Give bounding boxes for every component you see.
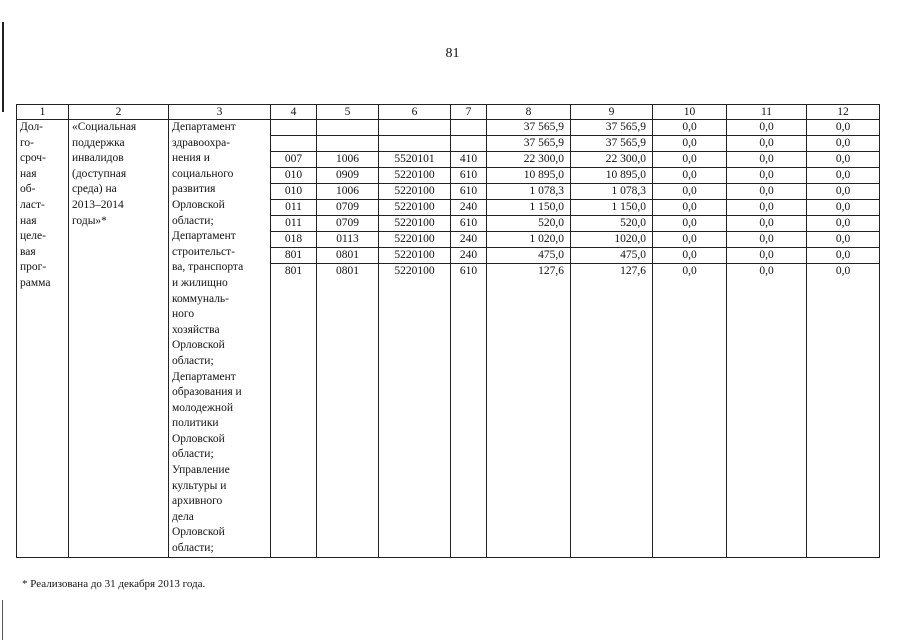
table-cell: 5220100 xyxy=(379,232,451,248)
table-cell: 0,0 xyxy=(727,152,807,168)
text-line: развития xyxy=(172,183,216,196)
text-line: ва, транспорта xyxy=(172,261,244,274)
table-cell: 0,0 xyxy=(653,216,727,232)
text-line: Орловской xyxy=(172,526,225,539)
table-cell: 0,0 xyxy=(807,152,880,168)
text-line: Орловской xyxy=(172,339,225,352)
table-cell: 0,0 xyxy=(727,248,807,264)
table-cell: 610 xyxy=(451,184,487,200)
table-cell xyxy=(379,120,451,136)
text-line: образования и xyxy=(172,386,242,399)
table-cell xyxy=(317,120,379,136)
table-cell: 018 xyxy=(271,232,317,248)
text-line: «Социальная xyxy=(72,121,137,133)
table-cell: 1006 xyxy=(317,184,379,200)
executor-cell xyxy=(169,120,271,558)
text-line: Департамент xyxy=(172,121,236,133)
table-cell xyxy=(451,120,487,136)
table-cell: 0,0 xyxy=(727,184,807,200)
text-line: прог- xyxy=(20,261,47,274)
text-line: ная xyxy=(20,214,37,227)
empty-cell xyxy=(571,279,653,557)
program-name-cell xyxy=(69,120,169,558)
table-cell: 801 xyxy=(271,264,317,280)
table-cell: 0,0 xyxy=(727,168,807,184)
table-cell: 5220100 xyxy=(379,184,451,200)
table-cell: 0,0 xyxy=(807,232,880,248)
empty-cell xyxy=(653,279,727,557)
text-line: Орловской xyxy=(172,432,225,445)
text-line: сроч- xyxy=(20,152,46,165)
program-type-cell xyxy=(17,120,69,558)
table-cell: 0709 xyxy=(317,200,379,216)
empty-cell xyxy=(487,279,571,557)
table-cell xyxy=(271,120,317,136)
table-cell: 1 078,3 xyxy=(571,184,653,200)
table-cell: 5220100 xyxy=(379,200,451,216)
footnote: * Реализована до 31 декабря 2013 года. xyxy=(22,578,206,590)
page-number: 81 xyxy=(445,46,460,61)
empty-cell xyxy=(727,279,807,557)
table-cell: 0801 xyxy=(317,248,379,264)
table-cell xyxy=(271,136,317,152)
table-cell: 0,0 xyxy=(727,264,807,280)
text-line: области; xyxy=(172,448,214,461)
table-cell: 0,0 xyxy=(807,200,880,216)
table-cell: 520,0 xyxy=(487,216,571,232)
table-cell: 0,0 xyxy=(727,120,807,136)
text-line: хозяйства xyxy=(172,323,220,336)
text-line: области; xyxy=(172,542,214,555)
table-cell: 0,0 xyxy=(727,216,807,232)
header-cell: 12 xyxy=(807,105,880,120)
table-cell: 10 895,0 xyxy=(487,168,571,184)
table-cell: 007 xyxy=(271,152,317,168)
table-cell: 0909 xyxy=(317,168,379,184)
text-line: Управление xyxy=(172,464,230,477)
text-line: ная xyxy=(20,167,37,180)
text-line: молодежной xyxy=(172,401,233,414)
table-cell: 610 xyxy=(451,216,487,232)
scan-margin-line-bottom xyxy=(2,600,3,640)
header-cell: 10 xyxy=(653,105,727,120)
table-cell: 610 xyxy=(451,168,487,184)
empty-cell xyxy=(451,279,487,557)
table-cell: 011 xyxy=(271,216,317,232)
text-line: архивного xyxy=(172,495,223,508)
text-line: го- xyxy=(20,136,35,149)
table-cell: 0709 xyxy=(317,216,379,232)
text-line: нения и xyxy=(172,152,210,165)
table-cell: 0,0 xyxy=(807,120,880,136)
table-cell xyxy=(379,136,451,152)
header-cell: 9 xyxy=(571,105,653,120)
table-row xyxy=(17,120,880,136)
header-cell: 8 xyxy=(487,105,571,120)
table-cell: 475,0 xyxy=(487,248,571,264)
text-line: рамма xyxy=(20,276,51,289)
table-cell: 0,0 xyxy=(807,264,880,280)
empty-cell xyxy=(317,279,379,557)
table-cell: 1020,0 xyxy=(571,232,653,248)
table-cell: 37 565,9 xyxy=(571,136,653,152)
text-line: 2013–2014 xyxy=(72,198,124,211)
text-line: политики xyxy=(172,417,219,430)
text-line: ного xyxy=(172,308,195,321)
header-row xyxy=(17,105,880,120)
header-cell: 2 xyxy=(69,105,169,120)
table-cell: 010 xyxy=(271,168,317,184)
table-cell: 0,0 xyxy=(653,200,727,216)
text-line: дела xyxy=(172,510,194,523)
table-cell: 0,0 xyxy=(807,184,880,200)
table-cell: 5220100 xyxy=(379,168,451,184)
table-cell: 0,0 xyxy=(807,136,880,152)
table-cell: 127,6 xyxy=(571,264,653,280)
table-cell: 5520101 xyxy=(379,152,451,168)
text-line: области; xyxy=(172,354,214,367)
table-cell: 1 020,0 xyxy=(487,232,571,248)
table-cell: 0,0 xyxy=(807,248,880,264)
table-cell: 475,0 xyxy=(571,248,653,264)
table-cell: 0,0 xyxy=(653,136,727,152)
table-cell: 0,0 xyxy=(653,232,727,248)
table-cell: 1 150,0 xyxy=(571,200,653,216)
header-cell: 5 xyxy=(317,105,379,120)
text-line: Департамент xyxy=(172,230,236,243)
text-line: вая xyxy=(20,245,36,258)
text-line: об- xyxy=(20,183,36,196)
table-cell: 0,0 xyxy=(653,120,727,136)
table-cell: 801 xyxy=(271,248,317,264)
text-line: ласт- xyxy=(20,198,45,211)
text-line: строительст- xyxy=(172,245,235,258)
table-cell: 0,0 xyxy=(653,168,727,184)
table-cell: 0113 xyxy=(317,232,379,248)
text-line: коммуналь- xyxy=(172,292,230,305)
table-cell: 10 895,0 xyxy=(571,168,653,184)
text-line: и жилищно xyxy=(172,276,228,289)
table-cell: 37 565,9 xyxy=(487,136,571,152)
text-line: Дол- xyxy=(20,121,44,133)
table-cell: 0,0 xyxy=(653,248,727,264)
table-cell: 610 xyxy=(451,264,487,280)
table-cell xyxy=(317,136,379,152)
header-cell: 3 xyxy=(169,105,271,120)
table-cell: 240 xyxy=(451,232,487,248)
table-cell: 0,0 xyxy=(653,152,727,168)
table-cell xyxy=(451,136,487,152)
table-cell: 240 xyxy=(451,200,487,216)
table-cell: 520,0 xyxy=(571,216,653,232)
table-cell: 010 xyxy=(271,184,317,200)
table-cell: 5220100 xyxy=(379,248,451,264)
table-cell: 1 078,3 xyxy=(487,184,571,200)
table-cell: 1 150,0 xyxy=(487,200,571,216)
table-cell: 0,0 xyxy=(727,232,807,248)
text-line: целе- xyxy=(20,230,46,243)
text-line: поддержка xyxy=(72,136,125,149)
table-cell: 37 565,9 xyxy=(487,120,571,136)
table-cell: 011 xyxy=(271,200,317,216)
text-line: области; xyxy=(172,214,214,227)
table-cell: 37 565,9 xyxy=(571,120,653,136)
budget-table xyxy=(16,104,880,558)
table-cell: 0,0 xyxy=(727,136,807,152)
header-cell: 11 xyxy=(727,105,807,120)
empty-cell xyxy=(379,279,451,557)
text-line: культуры и xyxy=(172,479,227,492)
table-cell: 5220100 xyxy=(379,264,451,280)
table-cell: 1006 xyxy=(317,152,379,168)
text-line: (доступная xyxy=(72,167,127,180)
table-cell: 22 300,0 xyxy=(571,152,653,168)
text-line: годы»* xyxy=(72,214,107,227)
table-cell: 0,0 xyxy=(807,216,880,232)
text-line: среда) на xyxy=(72,183,117,196)
text-line: Орловской xyxy=(172,198,225,211)
table-cell: 0,0 xyxy=(653,184,727,200)
table-cell: 127,6 xyxy=(487,264,571,280)
table-cell: 0801 xyxy=(317,264,379,280)
text-line: Департамент xyxy=(172,370,236,383)
table-cell: 5220100 xyxy=(379,216,451,232)
header-cell: 7 xyxy=(451,105,487,120)
table-cell: 240 xyxy=(451,248,487,264)
table-cell: 0,0 xyxy=(727,200,807,216)
table-cell: 22 300,0 xyxy=(487,152,571,168)
header-cell: 6 xyxy=(379,105,451,120)
text-line: социального xyxy=(172,167,234,180)
empty-cell xyxy=(807,279,880,557)
header-cell: 4 xyxy=(271,105,317,120)
table-cell: 410 xyxy=(451,152,487,168)
header-cell: 1 xyxy=(17,105,69,120)
table-cell: 0,0 xyxy=(807,168,880,184)
empty-cell xyxy=(271,279,317,557)
table-cell: 0,0 xyxy=(653,264,727,280)
text-line: инвалидов xyxy=(72,152,124,165)
text-line: здравоохра- xyxy=(172,136,231,149)
scan-margin-line xyxy=(2,22,4,112)
